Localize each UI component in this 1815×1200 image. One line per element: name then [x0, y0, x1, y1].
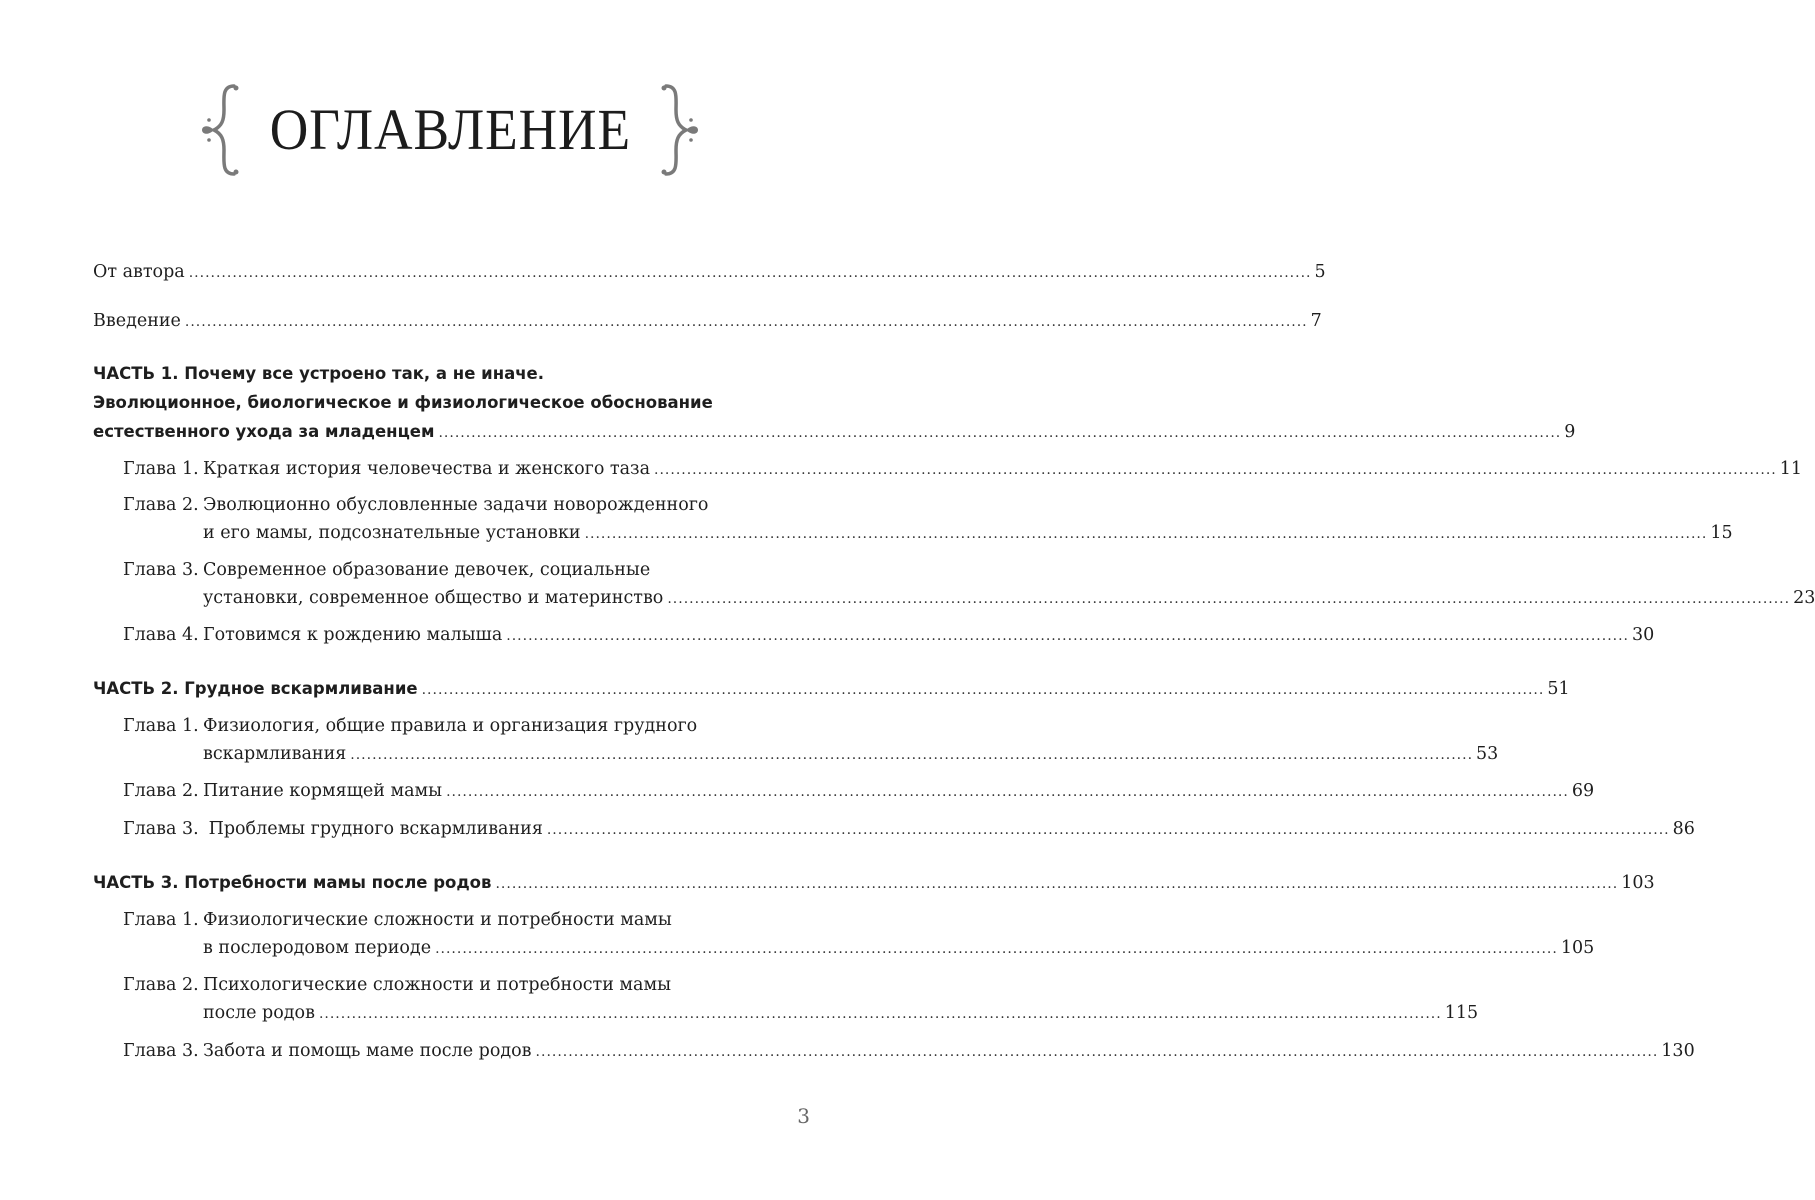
toc-chapter-p1-c3[interactable]: [203, 584, 1815, 613]
chapter-label: Глава 3.: [123, 819, 199, 839]
toc-page-number: 11: [1779, 459, 1803, 479]
toc-entry-author[interactable]: [93, 258, 1326, 287]
toc-entry-label: Готовимся к рождению малыша: [203, 625, 503, 645]
chapter-label: Глава 1.: [123, 459, 199, 479]
toc-page-number: 103: [1621, 873, 1655, 893]
toc-chapter-p3-c1[interactable]: [203, 934, 1595, 963]
leader-dots: ..............................................................................................................................................................................................................: [495, 876, 1619, 892]
leader-dots: ..............................................................................................................................................................................................................: [184, 314, 1308, 330]
leader-dots: ..............................................................................................................................................................................................................: [188, 265, 1312, 281]
leader-dots: ..............................................................................................................................................................................................................: [438, 425, 1562, 441]
toc-page-number: 130: [1661, 1041, 1695, 1061]
toc-page-number: 53: [1476, 744, 1499, 764]
toc-chapter-p1-c4[interactable]: [203, 621, 1655, 650]
toc-chapter-p2-c1[interactable]: [203, 740, 1499, 769]
leader-dots: ..............................................................................................................................................................................................................: [435, 941, 1558, 957]
toc-page-number: 86: [1672, 819, 1695, 839]
chapter-label: Глава 2.: [123, 781, 199, 801]
toc-chapter-p3-c3[interactable]: [203, 1037, 1695, 1066]
toc-entry-label: Проблемы грудного вскармливания: [203, 819, 543, 839]
toc-chapter-line[interactable]: Современное образование девочек, социальные: [203, 560, 651, 580]
left-ornament-icon: [200, 80, 244, 180]
toc-chapter-p2-c3[interactable]: [203, 815, 1695, 844]
toc-chapter-p2-c2[interactable]: [203, 777, 1595, 806]
page-folio: 3: [797, 1104, 810, 1128]
toc-entry-label: Введение: [93, 311, 181, 331]
toc-page-number: 7: [1310, 311, 1322, 331]
toc-entry-label: ЧАСТЬ 2. Грудное вскармливание: [93, 679, 418, 698]
leader-dots: ..............................................................................................................................................................................................................: [446, 784, 1569, 800]
toc-entry-label: Забота и помощь маме после родов: [203, 1041, 532, 1061]
toc-entry-label: Питание кормящей мамы: [203, 781, 443, 801]
leader-dots: ..............................................................................................................................................................................................................: [421, 682, 1545, 698]
part3-title[interactable]: [93, 869, 1655, 898]
chapter-label: Глава 3.: [123, 560, 199, 580]
chapter-label: Глава 3.: [123, 1041, 199, 1061]
toc-chapter-p1-c1[interactable]: [203, 455, 1803, 484]
toc-page-number: 115: [1444, 1003, 1479, 1023]
toc-entry-label: и его мамы, подсознательные установки: [203, 523, 581, 543]
toc-entry-intro[interactable]: [93, 307, 1322, 336]
toc-page-number: 23: [1793, 588, 1815, 608]
toc-page-number: 5: [1314, 262, 1326, 282]
toc-entry-label: установки, современное общество и материнство: [203, 588, 664, 608]
toc-entry-label: вскармливания: [203, 744, 347, 764]
toc-chapter-p1-c2[interactable]: [203, 519, 1733, 548]
toc-page-number: 51: [1547, 679, 1570, 699]
chapter-label: Глава 1.: [123, 910, 199, 930]
title-block: [0, 70, 900, 190]
toc-entry-label: Краткая история человечества и женского таза: [203, 459, 651, 479]
toc-entry-label: естественного ухода за младенцем: [93, 422, 435, 441]
leader-dots: ..............................................................................................................................................................................................................: [350, 747, 1474, 763]
leader-dots: ..............................................................................................................................................................................................................: [654, 462, 1777, 478]
toc-page-number: 30: [1632, 625, 1655, 645]
toc-chapter-line[interactable]: Психологические сложности и потребности мамы: [203, 975, 672, 995]
toc-page-number: 105: [1560, 938, 1595, 958]
leader-dots: ..............................................................................................................................................................................................................: [318, 1006, 1442, 1022]
toc-chapter-p3-c2[interactable]: [203, 999, 1479, 1028]
chapter-label: Глава 1.: [123, 716, 199, 736]
toc-chapter-line[interactable]: Эволюционно обусловленные задачи новорожденного: [203, 495, 709, 515]
chapter-label: Глава 2.: [123, 495, 199, 515]
part1-title-line3[interactable]: [93, 418, 1576, 447]
chapter-label: Глава 2.: [123, 975, 199, 995]
toc-page-number: 15: [1710, 523, 1733, 543]
toc-entry-label: ЧАСТЬ 3. Потребности мамы после родов: [93, 873, 492, 892]
part1-title-line1[interactable]: ЧАСТЬ 1. Почему все устроено так, а не иначе.: [93, 364, 545, 383]
leader-dots: ..............................................................................................................................................................................................................: [506, 628, 1630, 644]
toc-page-number: 69: [1571, 781, 1595, 801]
right-ornament-icon: [656, 80, 700, 180]
part2-title[interactable]: [93, 675, 1570, 704]
toc-chapter-line[interactable]: Физиология, общие правила и организация грудного: [203, 716, 698, 736]
toc-page-number: 9: [1564, 422, 1576, 442]
leader-dots: ..............................................................................................................................................................................................................: [584, 526, 1708, 542]
leader-dots: ..............................................................................................................................................................................................................: [546, 822, 1670, 838]
page-title: ОГЛАВЛЕНИЕ: [269, 97, 631, 162]
leader-dots: ..............................................................................................................................................................................................................: [535, 1044, 1659, 1060]
chapter-label: Глава 4.: [123, 625, 199, 645]
part1-title-line2[interactable]: Эволюционное, биологическое и физиологическое обоснование: [93, 393, 713, 412]
leader-dots: ..............................................................................................................................................................................................................: [667, 591, 1791, 607]
toc-entry-label: От автора: [93, 262, 185, 282]
toc-entry-label: после родов: [203, 1003, 315, 1023]
toc-chapter-line[interactable]: Физиологические сложности и потребности мамы: [203, 910, 672, 930]
toc-entry-label: в послеродовом периоде: [203, 938, 432, 958]
